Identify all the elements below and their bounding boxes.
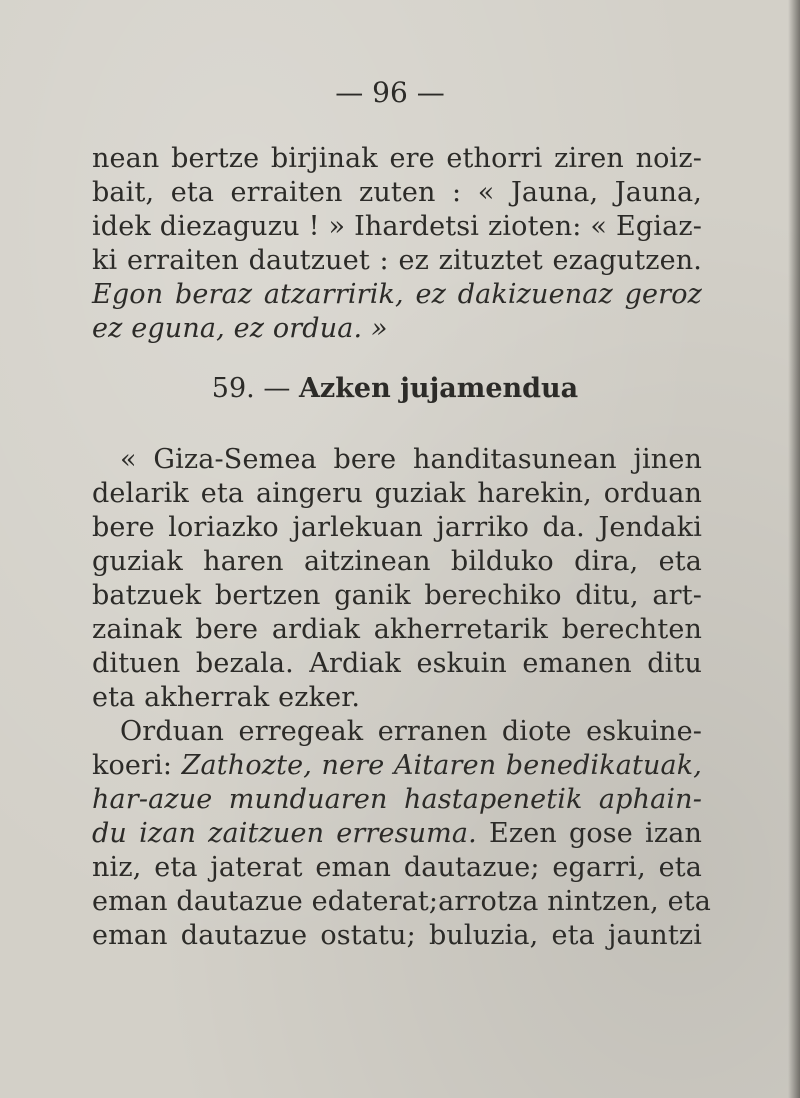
text-line-italic: ez eguna, ez ordua. » [92,313,388,344]
text-line-mixed [92,749,702,783]
text-line-italic: Egon beraz atzarririk, ez dakizuenaz geroz [92,279,702,310]
section-heading [0,372,790,406]
text-roman: koeri: [92,750,182,781]
text-line: ki erraiten dautzuet : ez zituztet ezagutzen. [92,245,702,276]
page-number: — 96 — [335,76,445,109]
section-number: 59. [211,373,255,404]
text-line: batzuek bertzen ganik berechiko ditu, art- [92,580,702,611]
text-line: idek diezaguzu ! » Ihardetsi zioten: « Egiaz- [92,211,702,242]
text-line: bere loriazko jarlekuan jarriko da. Jendaki [92,512,702,543]
text-line: dituen bezala. Ardiak eskuin emanen ditu [92,648,702,679]
text-line: delarik eta aingeru guziak harekin, orduan [92,478,702,509]
text-line: niz, eta jaterat eman dautazue; egarri, eta [92,852,702,883]
text-line: nean bertze birjinak ere ethorri ziren noiz- [92,143,702,174]
text-italic: du izan zaitzuen erresuma. [92,818,477,849]
text-line-mixed [92,817,702,851]
text-line: eta akherrak ezker. [92,682,361,713]
text-line: guziak haren aitzinean bilduko dira, eta [92,546,702,577]
text-roman: Ezen gose izan [476,818,702,849]
text-line: zainak bere ardiak akherretarik berechten [92,614,702,645]
text-italic: Zathozte, nere Aitaren benedikatuak, [181,750,702,781]
section-title: Azken jujamendua [298,373,579,404]
page-edge-shadow [788,0,800,1098]
text-line: Orduan erregeak erranen diote eskuine- [120,716,702,747]
text-line: eman dautazue ostatu; buluzia, eta jauntzi [92,920,702,951]
text-line: bait, eta erraiten zuten : « Jauna, Jauna, [92,177,702,208]
text-line: « Giza-Semea bere handitasunean jinen [120,444,702,475]
text-line: eman dautazue edaterat;arrotza nintzen, eta [92,886,711,917]
section-dash: — [263,373,291,404]
text-line-italic: har-azue munduaren hastapenetik aphain- [92,784,702,815]
